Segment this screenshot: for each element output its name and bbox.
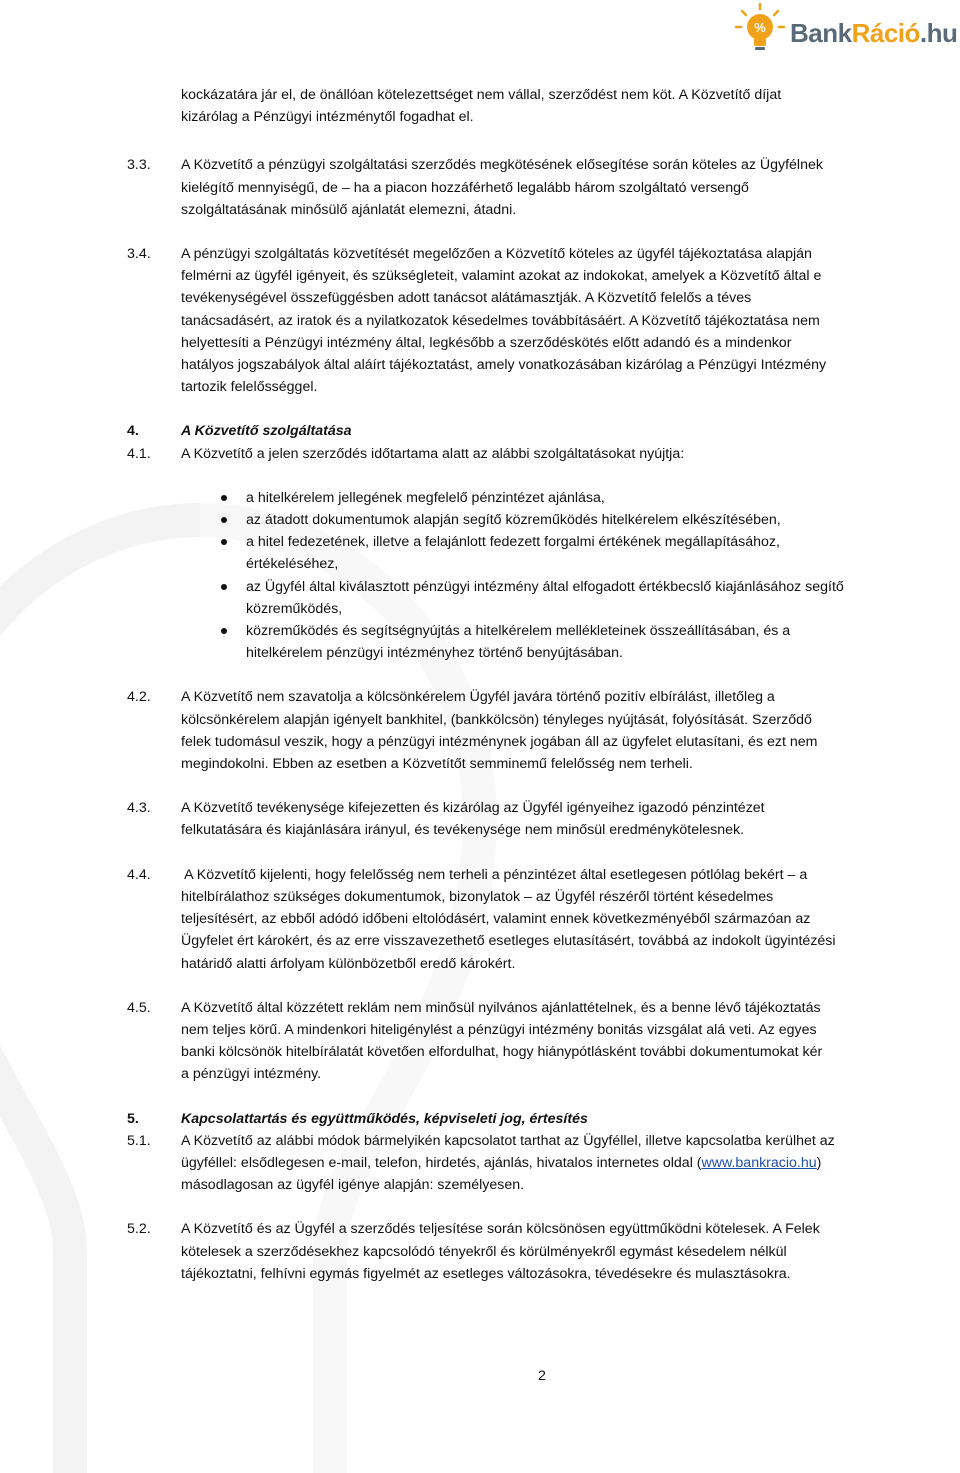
bullet-icon [221,628,227,634]
section-text: A Közvetítő által közzétett reklám nem minősül nyilvános ajánlattételnek, és a benne lévő tájékoztatás nem teljes körű. A mindenkori hiteligénylést a pénzügyi intézmény bonitás vizsgálat alá veti. Az egyes banki kölcsönök hitelbírálatát követően elfordulhat, hogy hiánypótlásként további dokumentumokat kér a pénzügyi intézmény. [181,999,823,1083]
bullet-icon [221,517,227,523]
list-item: a hitelkérelem jellegének megfelelő pénzintézet ajánlása, [221,487,955,509]
section-number: 5.1. [127,1132,151,1149]
svg-text:%: % [754,20,766,35]
bullet-icon [221,495,227,501]
section-text: A Közvetítő kijelenti, hogy felelősség nem terheli a pénzintézet által esetlegesen pótlólag bekért – a hitelbírálathoz szükséges dokumentumok, bizonylatok – az Ügyfél részéről történt késedelmes teljesítésért, az ebből adódó időbeni eltolódásért, valamint ennek következményéből származóan az Ügyfelet ért károkért, és az erre visszavezethető esetleges elutasításért, továbbá az indokolt ügyintézési határidő alatti árfolyam különbözetből eredő károkért. [181,866,836,972]
section-text: A Közvetítő a jelen szerződés időtartama alatt az alábbi szolgáltatásokat nyújtja: [181,445,685,462]
section-number: 4.4. [127,866,151,883]
section-number: 4.3. [127,800,151,817]
heading-section-5 [0,1108,960,1130]
page-number: 2 [538,1368,546,1384]
heading-title: Kapcsolattartás és együttműködés, képviseleti jog, értesítés [181,1110,588,1127]
section-3-4 [0,243,960,398]
section-text: A Közvetítő és az Ügyfél a szerződés teljesítése során kölcsönösen együttműködni kötelesek. A Felek kötelesek a szerződésekhez kapcsolódó tényekről és körülményekről egymást késedelem nélkül tájékoztatni, felhívni egymás figyelmét az esetleges változásokra, tévedésekre és mulasztásokra. [181,1221,820,1282]
website-link[interactable]: www.bankracio.hu [701,1154,817,1171]
list-item: az átadott dokumentumok alapján segítő közreműködés hitelkérelem elkészítésében, [221,509,955,531]
bullet-icon [221,539,227,545]
section-4-3 [0,797,960,841]
section-5-1 [0,1130,960,1197]
bullet-icon [221,584,227,590]
section-4-1 [0,443,960,465]
heading-section-4 [0,420,960,442]
section-text: A Közvetítő nem szavatolja a kölcsönkérelem Ügyfél javára történő pozitív elbírálást, illetőleg a kölcsönkérelem alapján igényelt bankhitel, (bankkölcsön) tényleges nyújtását, folyósítását. Szerződő felek tudomásul veszik, hogy a pénzügyi intézménynek jogában áll az ügyfelet elutasítani, és ezt nem megindokolni. Ebben az esetben a Közvetítőt semminemű felelősség nem terheli. [181,689,818,773]
section-number: 3.4. [127,246,151,263]
section-text: A Közvetítő az alábbi módok bármelyikén kapcsolatot tarthat az Ügyféllel, illetve kapcsolatba kerülhet az ügyféllel: elsődlegesen e-mail, telefon, hirdetés, ajánlás, hivatalos internetes oldal (www.bankracio.hu) másodlagosan az ügyfél igénye alapján: személyesen. [181,1132,835,1194]
section-number: 5.2. [127,1221,151,1238]
heading-title: A Közvetítő szolgáltatása [181,423,352,440]
intro-paragraph: kockázatára jár el, de önállóan kötelezettséget nem vállal, szerződést nem köt. A Közvetítő díjat kizárólag a Pénzügyi intézménytől fogadhat el. [181,87,782,126]
heading-number: 5. [127,1110,139,1127]
list-item: az Ügyfél által kiválasztott pénzügyi intézmény által elfogadott értékbecslő kiajánlásához segítő közreműködés, [221,576,955,620]
section-number: 4.1. [127,445,151,462]
list-item: közreműködés és segítségnyújtás a hitelkérelem mellékleteinek összeállításában, és a hitelkérelem pénzügyi intézményhez történő benyújtásában. [221,620,955,664]
section-number: 4.2. [127,689,151,706]
section-number: 4.5. [127,999,151,1016]
brand-name: BankRáció.hu [790,18,958,48]
list-item: a hitel fedezetének, illetve a felajánlott fedezett forgalmi értékének megállapításához, értékeléséhez, [221,531,955,575]
heading-number: 4. [127,423,139,440]
section-5-2 [0,1218,960,1285]
section-text: A Közvetítő tevékenysége kifejezetten és kizárólag az Ügyfél igényeihez igazodó pénzintézet felkutatására és kiajánlására irányul, és tevékenysége nem minősül eredménykötelesnek. [181,800,765,839]
section-text: A Közvetítő a pénzügyi szolgáltatási szerződés megkötésének elősegítése során köteles az Ügyfélnek kielégítő mennyiségű, de – ha a piacon hozzáférhető legalább három szolgáltató versengő szolgáltatásának minősülő ajánlatát elemezni, átadni. [181,157,823,218]
section-number: 3.3. [127,157,151,174]
section-4-2 [0,686,960,775]
section-4-4 [0,864,960,975]
document-body [0,84,960,1285]
services-list [221,487,955,665]
section-3-3 [0,154,960,221]
section-text: A pénzügyi szolgáltatás közvetítését megelőzően a Közvetítő köteles az ügyfél tájékoztatása alapján felmérni az ügyfél igényeit, és szükségleteit, valamint azokat az indokokat, amelyek a Közvetítő által e tevékenységével összefüggésben adott tanácsot alátámasztják. A Közvetítő felelős a téves tanácsadásért, az iratok és a nyilatkozatok késedelmes továbbításáért. A Közvetítő tájékoztatása nem helyettesíti a Pénzügyi intézmény által, legkésőbb a szerződéskötés előtt adandó és a mindenkor hatályos jogszabályok által aláírt tájékoztatást, amely vonatkozásában kizárólag a Pénzügyi Intézmény tartozik felelősséggel. [181,246,827,396]
section-4-5 [0,997,960,1086]
